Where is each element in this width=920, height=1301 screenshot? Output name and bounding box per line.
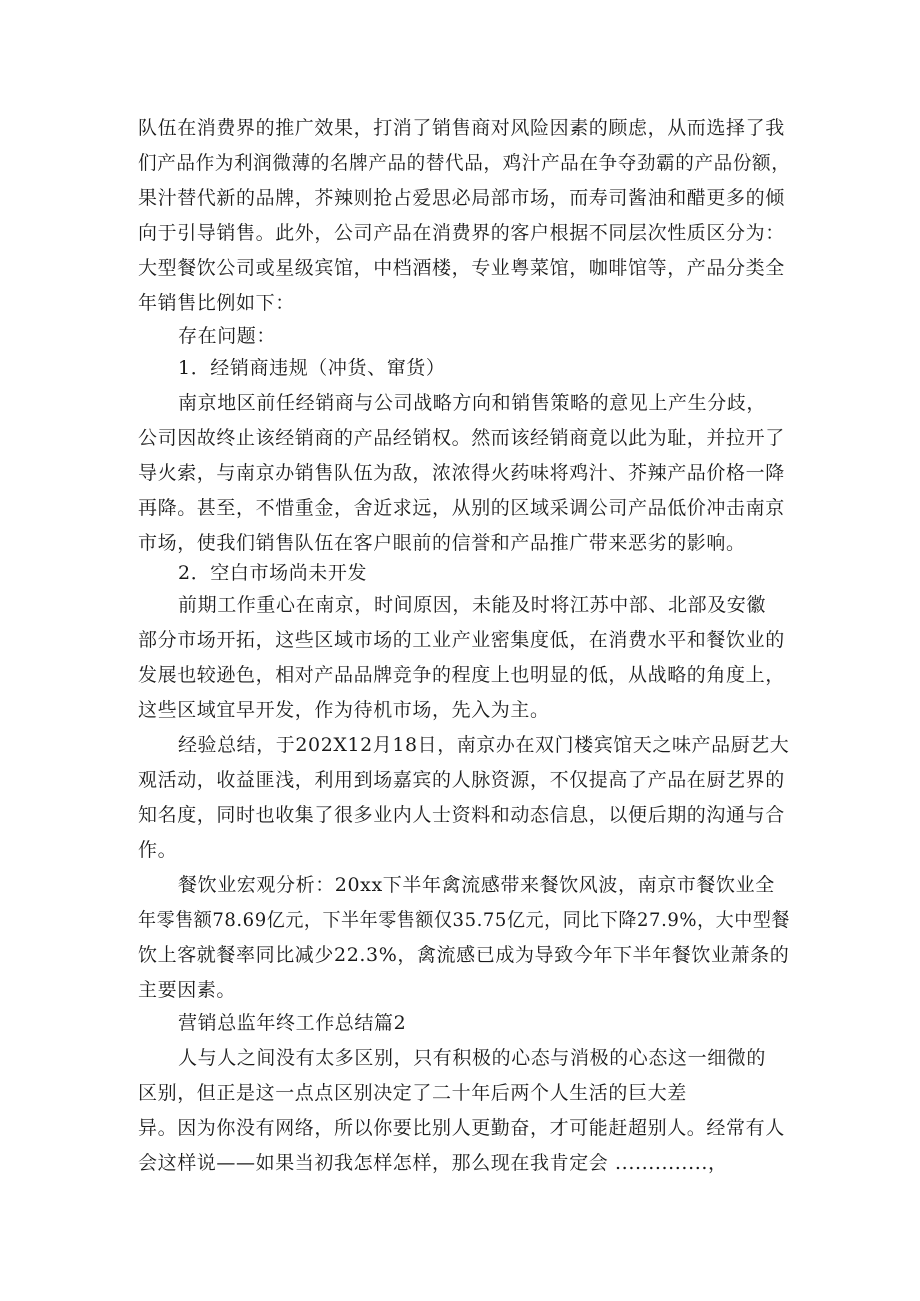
- text-line: 南京地区前任经销商与公司战略方向和销售策略的意见上产生分歧，: [178, 392, 767, 414]
- text-line: 再降。甚至，不惜重金，舍近求远，从别的区域采调公司产品低价冲击南京: [138, 497, 785, 519]
- text-line: 们产品作为利润微薄的名牌产品的替代品，鸡汁产品在争夺劲霸的产品份额，: [138, 152, 791, 174]
- numbered-heading: 1．经销商违规（冲货、窜货）: [178, 357, 446, 379]
- text-line: 会这样说——如果当初我怎样怎样，那么现在我肯定会 ..............，: [138, 1152, 728, 1174]
- text-line: 发展也较逊色，相对产品品牌竞争的程度上也明显的低，从战略的角度上，: [138, 664, 785, 686]
- text-line: 这些区域宜早开发，作为待机市场，先入为主。: [138, 699, 550, 721]
- text-line: 大型餐饮公司或星级宾馆，中档酒楼，专业粤菜馆，咖啡馆等，产品分类全: [138, 257, 785, 279]
- text-line: 区别，但正是这一点点区别决定了二十年后两个人生活的巨大差: [138, 1082, 687, 1104]
- numbered-heading: 2．空白市场尚未开发: [178, 562, 368, 584]
- section-title: 营销总监年终工作总结篇2: [178, 1012, 407, 1034]
- text-line: 向于引导销售。此外，公司产品在消费界的客户根据不同层次性质区分为：: [138, 222, 785, 244]
- text-line: 公司因故终止该经销商的产品经销权。然而该经销商竟以此为耻，并拉开了: [138, 427, 785, 449]
- text-line: 部分市场开拓，这些区域市场的工业产业密集度低，在消费水平和餐饮业的: [138, 629, 785, 651]
- text-line: 年销售比例如下：: [138, 292, 295, 314]
- text-line: 异。因为你没有网络，所以你要比别人更勤奋，才可能赶超别人。经常有人: [138, 1117, 785, 1139]
- text-line: 果汁替代新的品牌，芥辣则抢占爱思必局部市场，而寿司酱油和醋更多的倾: [138, 187, 785, 209]
- text-line: 观活动，收益匪浅，利用到场嘉宾的人脉资源，不仅提高了产品在厨艺界的: [138, 769, 785, 791]
- text-line: 知名度，同时也收集了很多业内人士资料和动态信息，以便后期的沟通与合: [138, 804, 785, 826]
- text-line: 经验总结，于202X12月18日，南京办在双门楼宾馆天之味产品厨艺大: [178, 734, 790, 756]
- section-heading: 存在问题：: [178, 325, 277, 347]
- text-line: 作。: [138, 839, 178, 861]
- text-line: 市场，使我们销售队伍在客户眼前的信誉和产品推广带来恶劣的影响。: [138, 532, 746, 554]
- text-line: 餐饮业宏观分析：20xx下半年禽流感带来餐饮风波，南京市餐饮业全: [178, 874, 775, 896]
- text-line: 饮上客就餐率同比减少22.3%，禽流感已成为导致今年下半年餐饮业萧条的: [138, 944, 790, 966]
- text-line: 前期工作重心在南京，时间原因，未能及时将江苏中部、北部及安徽: [178, 594, 767, 616]
- text-line: 队伍在消费界的推广效果，打消了销售商对风险因素的顾虑，从而选择了我: [138, 117, 785, 139]
- text-line: 人与人之间没有太多区别，只有积极的心态与消极的心态这一细微的: [178, 1047, 767, 1069]
- text-line: 年零售额78.69亿元，下半年零售额仅35.75亿元，同比下降27.9%，大中型餐: [138, 909, 790, 931]
- text-line: 导火索，与南京办销售队伍为敌，浓浓得火药味将鸡汁、芥辣产品价格一降: [138, 462, 785, 484]
- text-line: 主要因素。: [138, 979, 237, 1001]
